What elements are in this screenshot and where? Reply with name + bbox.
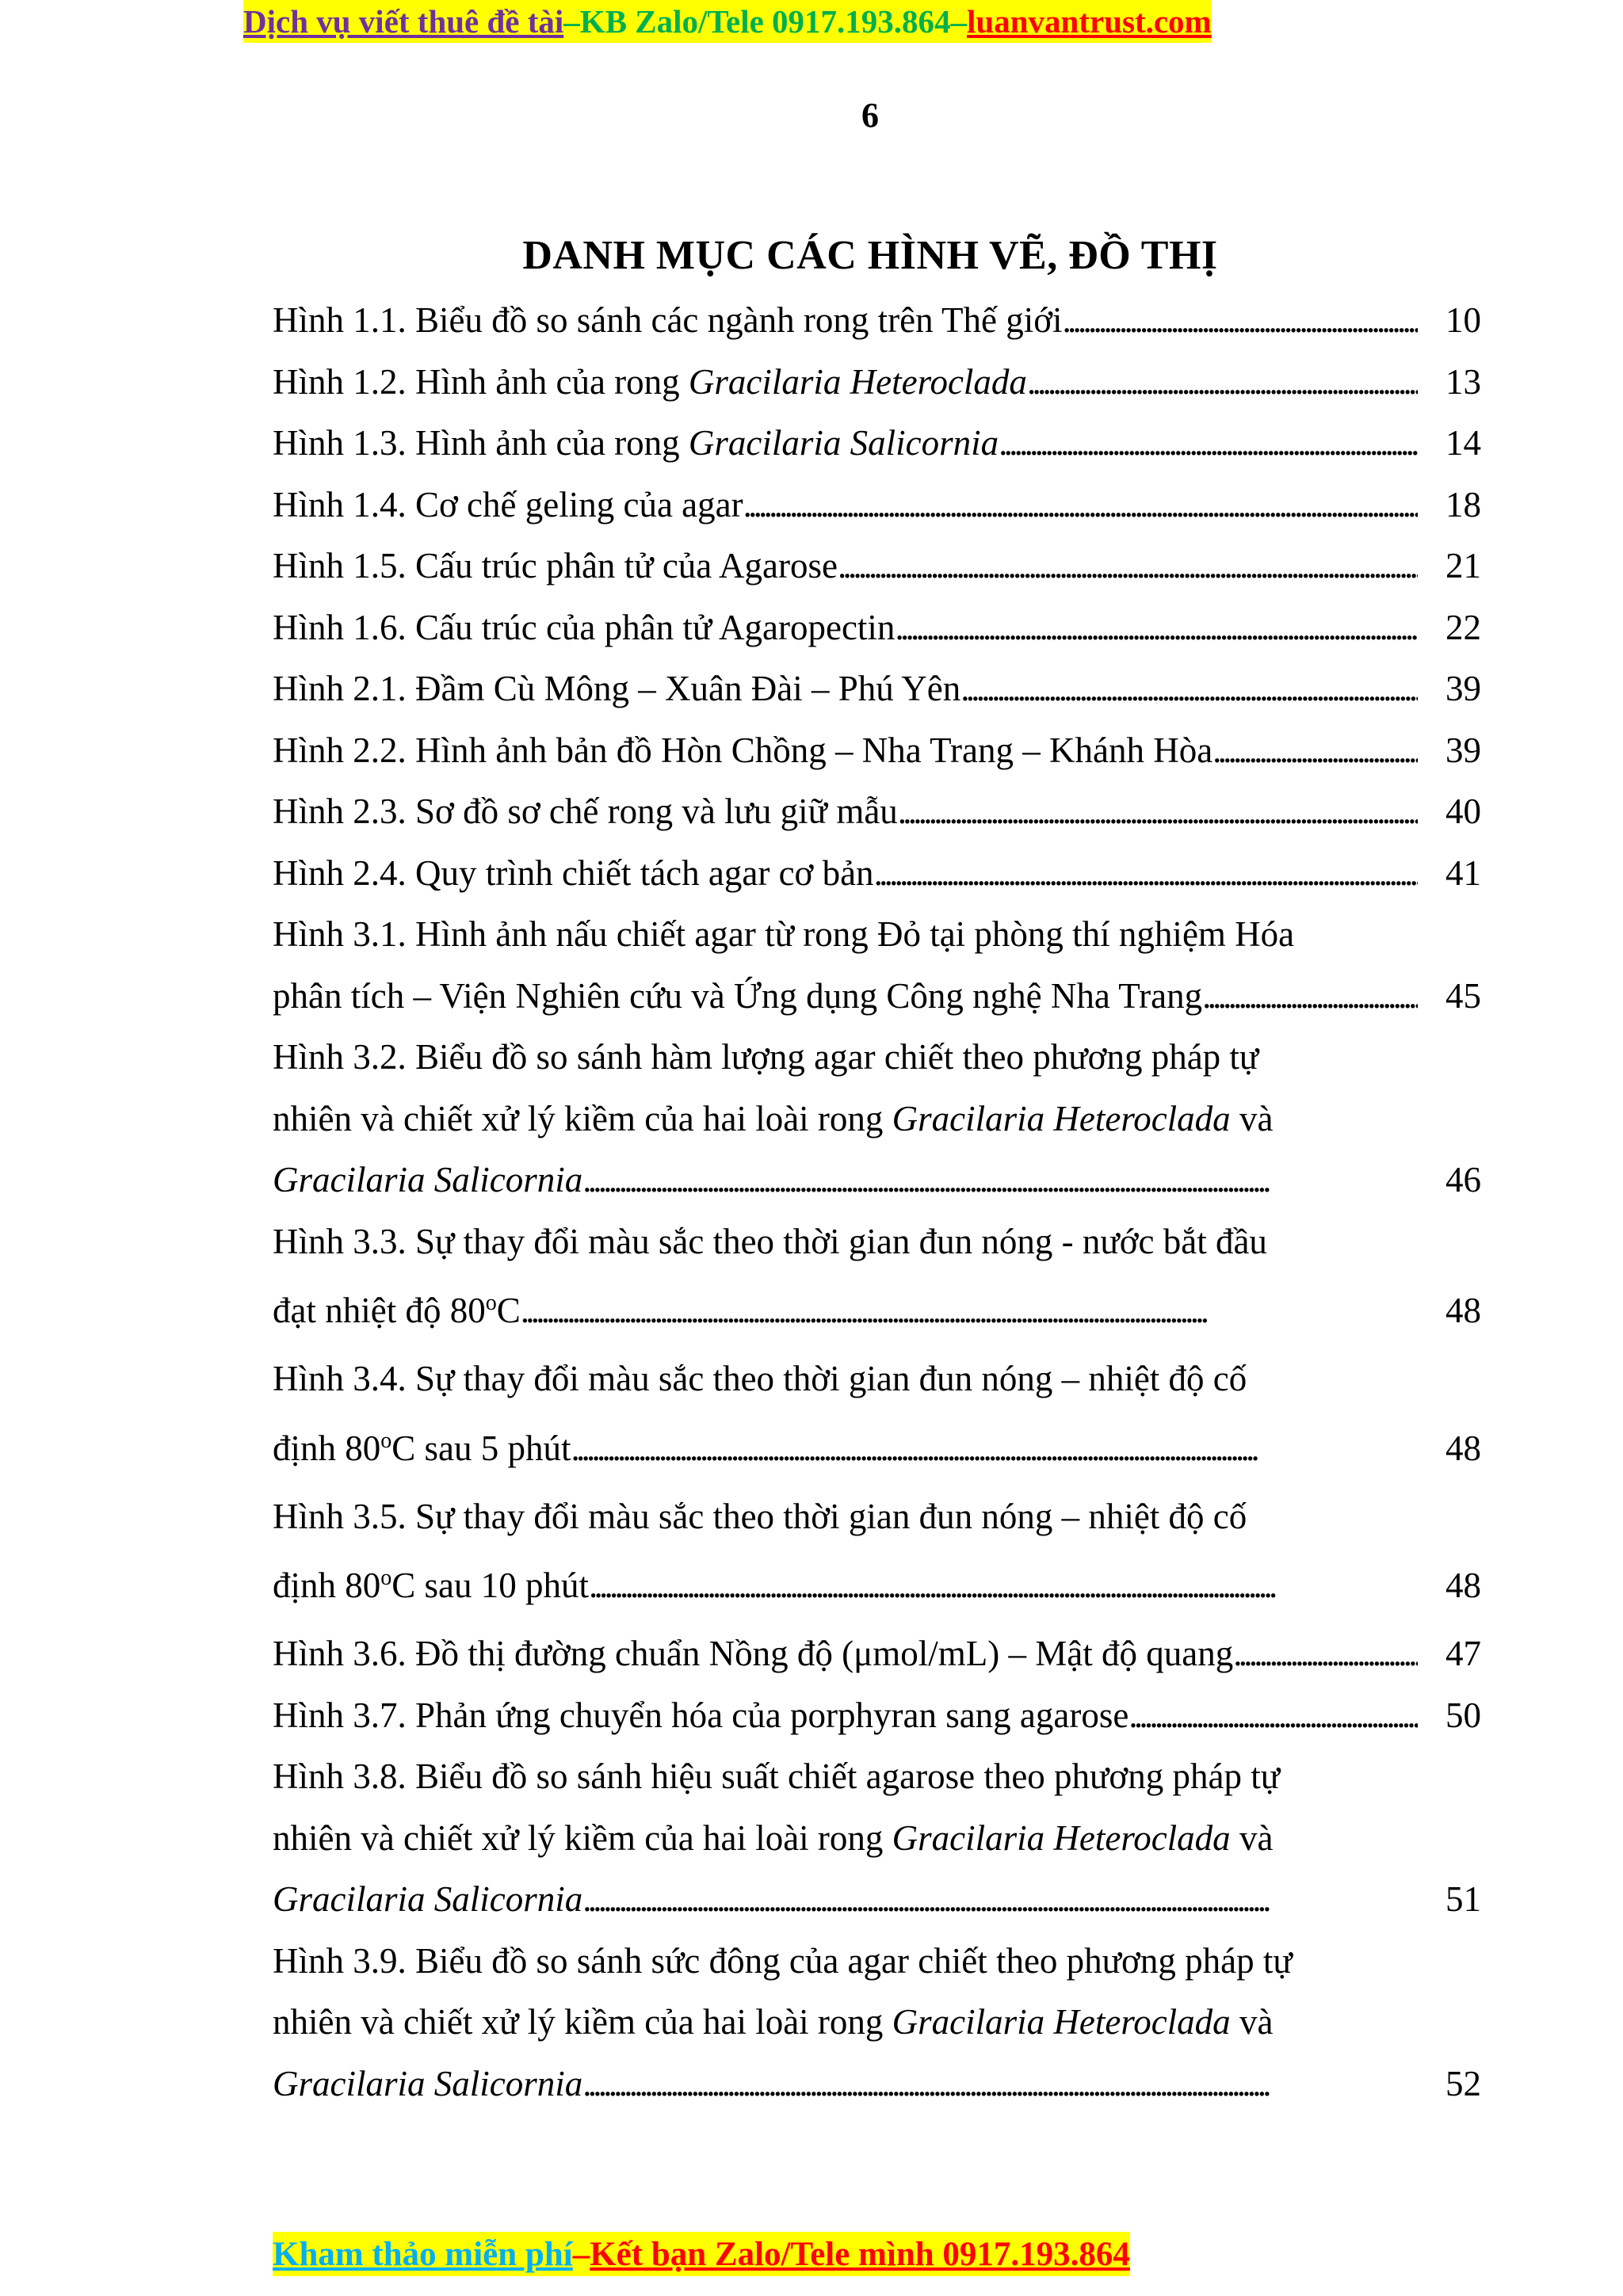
list-item[interactable] xyxy=(273,1869,1481,1931)
entry-page: 45 xyxy=(1445,975,1481,1016)
list-item[interactable] xyxy=(273,781,1481,843)
list-item[interactable] xyxy=(273,536,1481,597)
list-item-line[interactable] xyxy=(273,1211,1481,1273)
list-item[interactable] xyxy=(273,1150,1481,1211)
entry-page: 51 xyxy=(1445,1879,1481,1919)
list-item[interactable] xyxy=(273,1272,1481,1348)
list-item[interactable] xyxy=(273,1623,1481,1685)
figure-list xyxy=(273,290,1481,2115)
list-item[interactable] xyxy=(273,2054,1481,2115)
entry-page: 48 xyxy=(1445,1566,1481,1605)
list-item[interactable] xyxy=(273,843,1481,905)
entry-text: Hình 3.8. Biểu đồ so sánh hiệu suất chiết agarose theo phương pháp tự xyxy=(273,1756,1281,1796)
entry-page: 40 xyxy=(1445,791,1481,831)
list-item[interactable] xyxy=(273,475,1481,536)
entry-text: Hình 1.5. Cấu trúc phân tử của Agarose xyxy=(273,546,838,585)
header-service-link[interactable]: Dịch vụ viết thuê đề tài xyxy=(243,3,564,40)
entry-text: phân tích – Viện Nghiên cứu và Ứng dụng Công nghệ Nha Trang xyxy=(273,975,1203,1016)
list-item[interactable] xyxy=(273,720,1481,782)
entry-page: 47 xyxy=(1445,1634,1481,1673)
entry-text: đạt nhiệt độ 80 xyxy=(273,1291,486,1330)
entry-text: C sau 5 phút xyxy=(391,1428,571,1468)
entry-text: Hình 2.1. Đầm Cù Mông – Xuân Đài – Phú Yên xyxy=(273,669,961,708)
page-number: 6 xyxy=(861,96,879,135)
entry-text: và xyxy=(1230,2002,1274,2042)
entry-species: Gracilaria Heteroclada xyxy=(688,361,1027,402)
list-item[interactable] xyxy=(273,597,1481,659)
list-item-line[interactable] xyxy=(273,1808,1481,1870)
entry-text: Hình 2.3. Sơ đồ sơ chế rong và lưu giữ mẫu xyxy=(273,791,898,831)
entry-text: Hình 1.3. Hình ảnh của rong xyxy=(273,423,689,463)
entry-species: Gracilaria Salicornia xyxy=(273,1879,583,1919)
entry-page: 39 xyxy=(1445,730,1481,770)
footer-banner xyxy=(273,2232,1130,2276)
list-item[interactable] xyxy=(273,1547,1481,1623)
list-item[interactable] xyxy=(273,413,1481,475)
list-item-line[interactable] xyxy=(273,1746,1481,1808)
entry-text: Hình 2.4. Quy trình chiết tách agar cơ bản xyxy=(273,852,874,893)
entry-text: Hình 1.6. Cấu trúc của phân tử Agaropectin xyxy=(273,607,896,647)
entry-page: 48 xyxy=(1445,1428,1481,1468)
list-item-line[interactable] xyxy=(273,904,1481,966)
entry-text: và xyxy=(1230,1817,1274,1858)
entry-species: Gracilaria Salicornia xyxy=(688,423,999,463)
entry-page: 22 xyxy=(1445,607,1481,647)
entry-page: 14 xyxy=(1445,423,1481,463)
list-item[interactable] xyxy=(273,658,1481,720)
entry-text: Hình 1.1. Biểu đồ so sánh các ngành rong trên Thế giới xyxy=(273,300,1063,340)
degree-mark: o xyxy=(485,1291,497,1315)
list-item[interactable] xyxy=(273,1410,1481,1486)
entry-page: 13 xyxy=(1445,361,1481,402)
entry-page: 50 xyxy=(1445,1695,1481,1735)
header-website-link[interactable]: luanvantrust.com xyxy=(967,3,1212,40)
entry-page: 52 xyxy=(1445,2063,1481,2103)
entry-text: nhiên và chiết xử lý kiềm của hai loài rong xyxy=(273,2002,892,2042)
list-item-line[interactable] xyxy=(273,1486,1481,1548)
entry-text: Hình 3.6. Đồ thị đường chuẩn Nồng độ (μmol/mL) – Mật độ quang xyxy=(273,1634,1234,1673)
list-item-line[interactable] xyxy=(273,1348,1481,1410)
degree-mark: o xyxy=(380,1566,392,1590)
list-item-line[interactable] xyxy=(273,1992,1481,2054)
entry-page: 21 xyxy=(1445,546,1481,585)
entry-species: Gracilaria Salicornia xyxy=(273,1160,583,1199)
entry-text: nhiên và chiết xử lý kiềm của hai loài rong xyxy=(273,1817,892,1858)
page-title: DANH MỤC CÁC HÌNH VẼ, ĐỒ THỊ xyxy=(522,233,1218,278)
entry-page: 48 xyxy=(1445,1291,1481,1330)
entry-species: Gracilaria Heteroclada xyxy=(892,1817,1231,1858)
entry-species: Gracilaria Salicornia xyxy=(273,2063,583,2103)
entry-text: Hình 3.3. Sự thay đổi màu sắc theo thời gian đun nóng - nước bắt đầu xyxy=(273,1221,1267,1261)
entry-text: Hình 3.4. Sự thay đổi màu sắc theo thời gian đun nóng – nhiệt độ cố xyxy=(273,1359,1247,1398)
entry-text: và xyxy=(1230,1098,1274,1138)
header-banner xyxy=(243,0,1212,43)
list-item[interactable] xyxy=(273,290,1481,352)
footer-contact-link[interactable]: Kết bạn Zalo/Tele mình 0917.193.864 xyxy=(590,2235,1130,2273)
entry-text: Hình 3.9. Biểu đồ so sánh sức đông của agar chiết theo phương pháp tự xyxy=(273,1940,1293,1981)
footer-free-reference-link[interactable]: Kham thảo miễn phí xyxy=(273,2235,573,2273)
list-item-line[interactable] xyxy=(273,1089,1481,1150)
entry-text: C xyxy=(496,1291,521,1330)
entry-text: Hình 3.7. Phản ứng chuyển hóa của porphyran sang agarose xyxy=(273,1695,1129,1735)
entry-text: Hình 1.4. Cơ chế geling của agar xyxy=(273,484,743,524)
entry-page: 18 xyxy=(1445,484,1481,524)
entry-text: định 80 xyxy=(273,1428,381,1468)
entry-text: nhiên và chiết xử lý kiềm của hai loài rong xyxy=(273,1098,892,1138)
entry-text: định 80 xyxy=(273,1566,381,1605)
entry-text: C sau 10 phút xyxy=(391,1566,590,1605)
list-item[interactable] xyxy=(273,1685,1481,1747)
header-separator: – xyxy=(563,3,580,40)
entry-species: Gracilaria Heteroclada xyxy=(892,2002,1231,2042)
list-item-line[interactable] xyxy=(273,1027,1481,1089)
header-contact: KB Zalo/Tele 0917.193.864 xyxy=(579,3,951,40)
entry-text: Hình 3.5. Sự thay đổi màu sắc theo thời gian đun nóng – nhiệt độ cố xyxy=(273,1496,1247,1536)
header-separator: – xyxy=(950,3,968,40)
entry-text: Hình 1.2. Hình ảnh của rong xyxy=(273,361,689,402)
entry-page: 39 xyxy=(1445,669,1481,708)
degree-mark: o xyxy=(380,1428,392,1453)
list-item[interactable] xyxy=(273,352,1481,414)
list-item-line[interactable] xyxy=(273,1931,1481,1993)
entry-text: Hình 3.1. Hình ảnh nấu chiết agar từ rong Đỏ tại phòng thí nghiệm Hóa xyxy=(273,914,1295,954)
entry-page: 41 xyxy=(1445,852,1481,893)
entry-species: Gracilaria Heteroclada xyxy=(892,1098,1231,1138)
entry-text: Hình 3.2. Biểu đồ so sánh hàm lượng agar chiết theo phương pháp tự xyxy=(273,1037,1259,1077)
list-item[interactable] xyxy=(273,966,1481,1028)
entry-text: Hình 2.2. Hình ảnh bản đồ Hòn Chồng – Nha Trang – Khánh Hòa xyxy=(273,730,1213,770)
entry-page: 10 xyxy=(1445,300,1481,340)
entry-page: 46 xyxy=(1445,1160,1481,1199)
footer-separator: – xyxy=(572,2235,590,2273)
